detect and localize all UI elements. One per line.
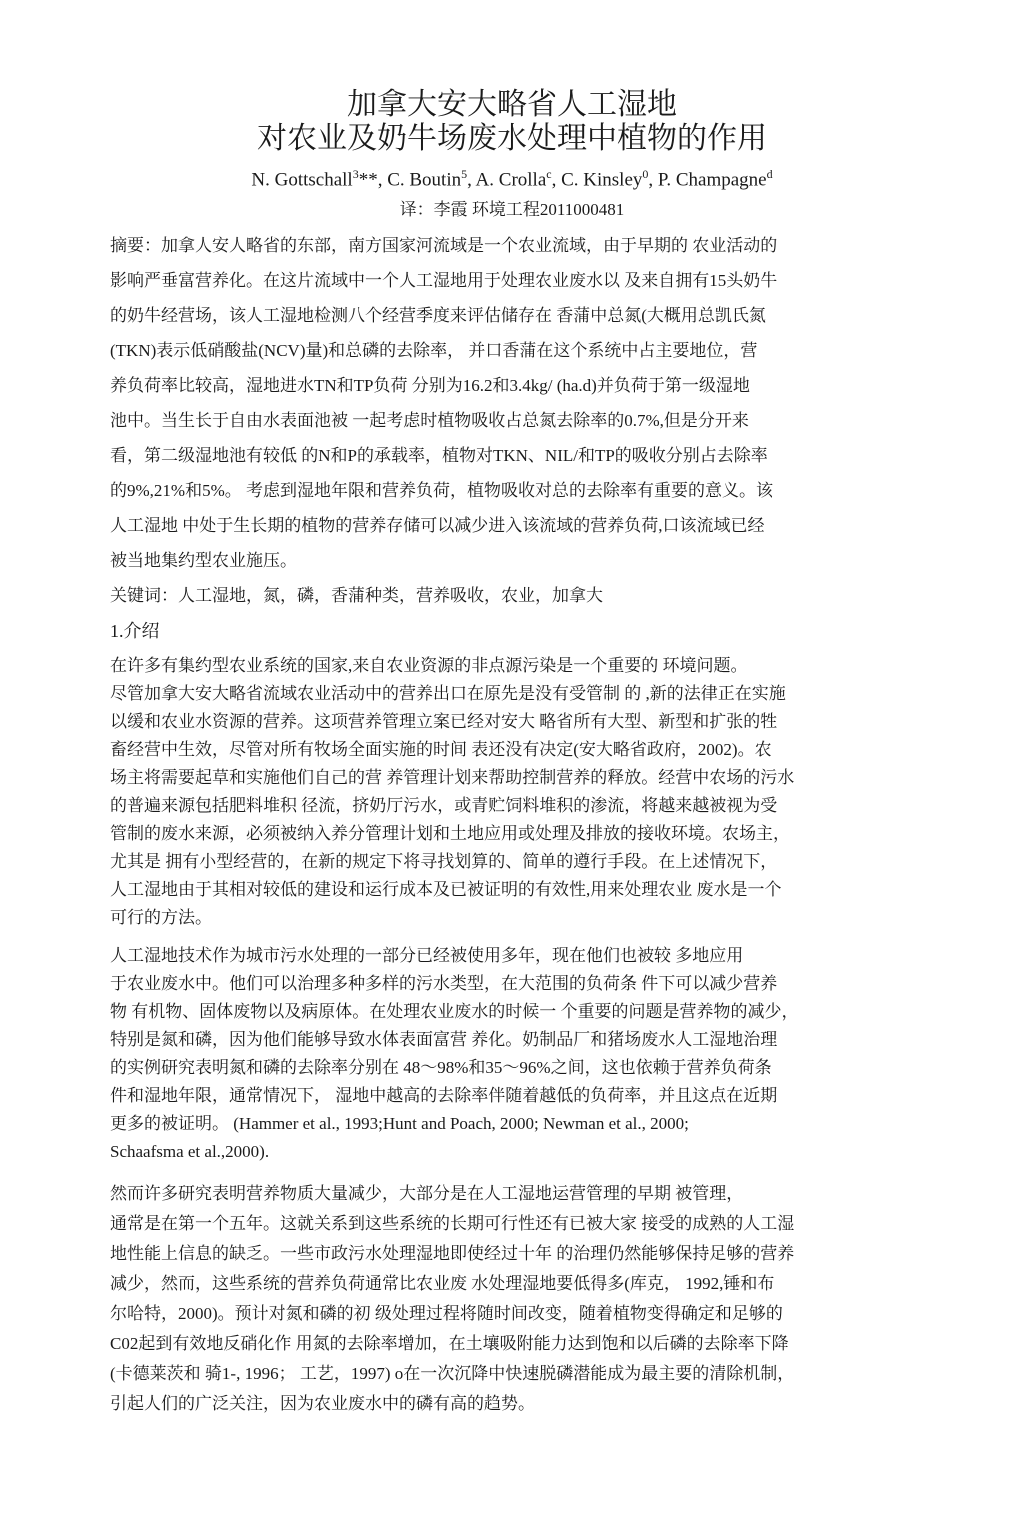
author-4: , C. Kinsley — [551, 169, 643, 191]
body-line: 的普遍来源包括肥料堆积 径流，挤奶厅污水，或青贮饲料堆积的渗流，将越来越被视为受 — [110, 796, 778, 815]
abstract-line: 的奶牛经营场，该人工湿地检测八个经营季度来评估储存在 香蒲中总氮(大概用总凯氏氮 — [110, 306, 766, 325]
body-line: 管制的废水来源，必须被纳入养分管理计划和土地应用或处理及排放的接收环境。农场主， — [110, 824, 790, 843]
affiliation-mark: 0 — [642, 167, 649, 181]
body-line: 然而许多研究表明营养物质大量减少，大部分是在人工湿地运营管理的早期 被管理， — [110, 1184, 744, 1203]
body-line: 人工湿地由于其相对较低的建设和运行成本及已被证明的有效性,用来处理农业 废水是一个 — [110, 880, 782, 899]
abstract-line: 看，第二级湿地池有较低 的N和P的承载率，植物对TKN、NIL/和TP的吸收分别占去除率 — [110, 446, 768, 465]
title-line-2: 对农业及奶牛场废水处理中植物的作用 — [257, 121, 767, 156]
body-line: 通常是在第一个五年。这就关系到这些系统的长期可行性还有已被大家 接受的成熟的人工湿 — [110, 1214, 795, 1233]
body-line: 在许多有集约型农业系统的国家,来自农业资源的非点源污染是一个重要的 环境问题。 — [110, 656, 748, 675]
author-5: , P. Champagne — [648, 169, 767, 191]
body-line: 地性能上信息的缺乏。一些市政污水处理湿地即使经过十年 的治理仍然能够保持足够的营养 — [110, 1244, 795, 1263]
body-line: 可行的方法。 — [110, 908, 212, 927]
body-line: 减少，然而，这些系统的营养负荷通常比农业废 水处理湿地要低得多(库克， 1992,锤和布 — [110, 1274, 775, 1293]
body-line: 场主将需要起草和实施他们自己的营 养管理计划来帮助控制营养的释放。经营中农场的污水 — [110, 768, 795, 787]
body-line: C02起到有效地反硝化作 用氮的去除率增加，在土壤吸附能力达到饱和以后磷的去除率下降 — [110, 1334, 789, 1353]
body-line: 人工湿地技术作为城市污水处理的一部分已经被使用多年，现在他们也被较 多地应用 — [110, 946, 744, 965]
abstract-line: 被当地集约型农业施压。 — [110, 551, 297, 570]
body-line: 物 有机物、固体废物以及病原体。在处理农业废水的时候一 个重要的问题是营养物的减少， — [110, 1002, 799, 1021]
body-line: 于农业废水中。他们可以治理多种多样的污水类型，在大范围的负荷条 件下可以减少营养 — [110, 974, 778, 993]
abstract-line: 养负荷率比较高，湿地进水TN和TP负荷 分别为16.2和3.4kg/ (ha.d)并负荷于第一级湿地 — [110, 376, 750, 395]
body-line: Schaafsma et al.,2000). — [110, 1142, 270, 1161]
body-line: 特别是氮和磷，因为他们能够导致水体表面富营 养化。奶制品厂和猪场废水人工湿地治理 — [110, 1030, 778, 1049]
section-heading: 1.介绍 — [110, 621, 160, 641]
body-line: 的实例研究表明氮和磷的去除率分别在 48～98%和35～96%之间，这也依赖于营养负荷条 — [110, 1058, 772, 1077]
body-line: 尤其是 拥有小型经营的，在新的规定下将寻找划算的、简单的遵行手段。在上述情况下， — [110, 852, 778, 871]
keywords-line: 关键词：人工湿地，氮，磷，香蒲种类，营养吸收，农业，加拿大 — [110, 586, 603, 605]
abstract-line: 的9%,21%和5%。 考虑到湿地年限和营养负荷，植物吸收对总的去除率有重要的意义。该 — [110, 481, 773, 500]
abstract-line: 影响严垂富营养化。在这片流域中一个人工湿地用于处理农业废水以 及来自拥有15头奶牛 — [110, 271, 778, 290]
author-1: N. Gottschall — [251, 169, 353, 191]
body-line: 畜经营中生效，尽管对所有牧场全面实施的时间 表还没有决定(安大略省政府，2002)。农 — [110, 740, 772, 759]
affiliation-mark: 3 — [352, 167, 359, 181]
body-line: (卡德莱茨和 骑1-, 1996； 工艺，1997) o在一次沉降中快速脱磷潜能成为最主要的清除机制， — [110, 1364, 795, 1383]
abstract-line: 池中。当生长于自由水表面池被 一起考虑时植物吸收占总氮去除率的0.7%,但是分开来 — [110, 411, 749, 430]
abstract-line: 人工湿地 中处于生长期的植物的营养存储可以减少进入该流域的营养负荷,口该流域已经 — [110, 516, 765, 535]
affiliation-mark: c — [546, 167, 552, 181]
body-line: 尔哈特，2000)。预计对氮和磷的初 级处理过程将随时间改变，随着植物变得确定和足够的 — [110, 1304, 783, 1323]
author-3: , A. Crolla — [467, 169, 547, 191]
body-line: 引起人们的广泛关注，因为农业废水中的磷有高的趋势。 — [110, 1394, 535, 1413]
abstract-line: (TKN)表示低硝酸盐(NCV)量)和总磷的去除率， 并口香蒲在这个系统中占主要地位，营 — [110, 341, 758, 360]
author-list — [0, 162, 1024, 192]
abstract-line: 摘要：加拿人安人略省的东部，南方国家河流域是一个农业流域，由于早期的 农业活动的 — [110, 236, 778, 255]
title-line-1: 加拿大安大略省人工湿地 — [347, 87, 677, 122]
translator-line: 译：李霞 环境工程2011000481 — [399, 200, 625, 219]
body-line: 以缓和农业水资源的营养。这项营养管理立案已经对安大 略省所有大型、新型和扩张的牲 — [110, 712, 778, 731]
body-line: 尽管加拿大安大略省流域农业活动中的营养出口在原先是没有受管制 的 ,新的法律正在实施 — [110, 684, 786, 703]
affiliation-mark: d — [766, 167, 773, 181]
author-2: **, C. Boutin — [358, 169, 462, 191]
body-line: 更多的被证明。 (Hammer et al., 1993;Hunt and Poach, 2000; Newman et al., 2000; — [110, 1114, 689, 1133]
body-line: 件和湿地年限，通常情况下， 湿地中越高的去除率伴随着越低的负荷率，并且这点在近期 — [110, 1086, 778, 1105]
affiliation-mark: 5 — [461, 167, 468, 181]
